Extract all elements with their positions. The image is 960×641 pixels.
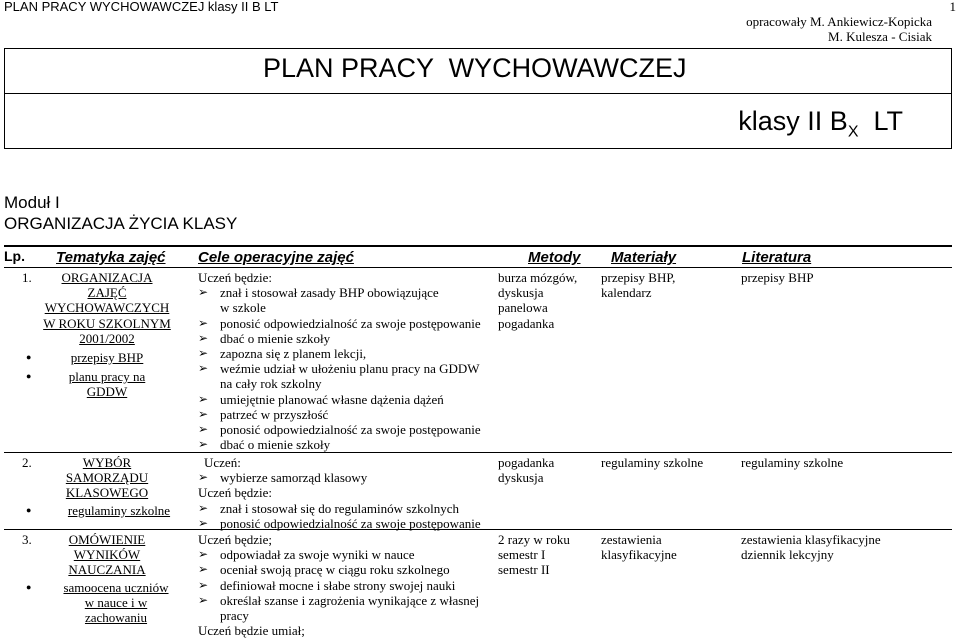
topic-bullet xyxy=(22,580,192,626)
header-methods: Metody xyxy=(528,249,581,266)
topic-line: ZAJĘĆ xyxy=(87,285,127,301)
row-1-literature xyxy=(741,270,956,285)
authors-line2: M. Kulesza - Cisiak xyxy=(828,29,932,44)
document-title: PLAN PRACY WYCHOWAWCZEJ xyxy=(263,53,687,83)
materials-line: klasyfikacyjne xyxy=(601,547,677,563)
row-1-goals xyxy=(198,270,490,452)
literature-line: dziennik lekcyjny xyxy=(741,547,834,563)
methods-line: pogadanka xyxy=(498,315,555,331)
methods-line: dyskusja xyxy=(498,470,544,486)
authors xyxy=(746,14,932,44)
row-1-materials xyxy=(601,270,733,300)
authors-line1: opracowały M. Ankiewicz-Kopicka xyxy=(746,14,932,29)
row-2-bottom-rule xyxy=(4,529,952,530)
topic-bullet xyxy=(22,350,192,365)
class-title-box xyxy=(4,93,952,149)
bullet-text: regulaminy szkolne xyxy=(67,502,171,518)
literature-line: przepisy BHP xyxy=(741,270,814,285)
methods-line: semestr I xyxy=(498,547,546,563)
goal-item: ➢ znał i stosował się do regulaminów szkolnych xyxy=(198,501,490,516)
goal-item: ➢ ponosić odpowiedzialność za swoje postępowanie xyxy=(198,516,490,531)
row-3-topic xyxy=(22,532,192,625)
row-1-bottom-rule xyxy=(4,452,952,453)
goal-item: ➢ dbać o mienie szkoły xyxy=(198,331,490,346)
topic-line: W ROKU SZKOLNYM xyxy=(43,315,171,331)
methods-line: burza mózgów, xyxy=(498,270,578,285)
goal-item: ➢ ponosić odpowiedzialność za swoje postępowanie xyxy=(198,316,490,331)
goal-item: ➢ ponosić odpowiedzialność za swoje postępowanie xyxy=(198,422,490,437)
topic-line: WYNIKÓW xyxy=(73,547,141,563)
module-line1: Moduł I xyxy=(4,193,60,212)
table-top-rule xyxy=(4,245,952,247)
methods-line: pogadanka xyxy=(498,455,555,470)
header-bottom-rule xyxy=(4,267,952,268)
row-1-topic xyxy=(22,270,192,400)
row-3-literature xyxy=(741,532,956,562)
header-materials: Materiały xyxy=(611,249,677,266)
goal-item: ➢ umiejętnie planować własne dążenia dążeń xyxy=(198,392,490,407)
goal-item: ➢ oceniał swoją pracę w ciągu roku szkolnego xyxy=(198,562,490,577)
methods-line: panelowa xyxy=(498,300,548,316)
row-3-goals xyxy=(198,532,490,638)
row-1-number: 1. xyxy=(22,270,32,285)
class-title-prefix: klasy II B xyxy=(738,106,848,136)
materials-line: przepisy BHP, xyxy=(601,270,676,285)
methods-line: 2 razy w roku xyxy=(498,532,570,547)
row-2-topic xyxy=(22,455,192,518)
bullet-text: przepisy BHP xyxy=(70,350,144,366)
header-goals: Cele operacyjne zajęć xyxy=(198,249,354,266)
topic-line: ORGANIZACJA xyxy=(61,270,153,285)
goals-outro: Uczeń będzie umiał; xyxy=(198,623,305,639)
running-title: PLAN PRACY WYCHOWAWCZEJ klasy II B LT xyxy=(4,0,279,14)
header-literature: Literatura xyxy=(742,249,812,266)
materials-line: regulaminy szkolne xyxy=(601,455,704,470)
row-2-number: 2. xyxy=(22,455,32,470)
goals-intro: Uczeń będzie; xyxy=(198,532,272,547)
literature-line: zestawienia klasyfikacyjne xyxy=(741,532,881,547)
row-1-methods xyxy=(498,270,593,331)
row-3-methods xyxy=(498,532,593,578)
row-2-goals xyxy=(198,455,490,531)
goal-item: ➢ dbać o mienie szkoły xyxy=(198,437,490,452)
class-title-suffix: LT xyxy=(858,106,903,136)
module-heading xyxy=(4,192,237,234)
goal-item: ➢ znał i stosował zasady BHP obowiązujące w szkole xyxy=(198,285,490,315)
goal-item: ➢ weźmie udział w ułożeniu planu pracy na GDDW na cały rok szkolny xyxy=(198,361,490,391)
goal-item: ➢ zapozna się z planem lekcji, xyxy=(198,346,490,361)
goal-item: ➢ definiował mocne i słabe strony swojej nauki xyxy=(198,578,490,593)
topic-bullet xyxy=(22,369,192,399)
bullet-text: planu pracy na GDDW xyxy=(68,369,146,400)
goal-item: ➢ odpowiadał za swoje wyniki w nauce xyxy=(198,547,490,562)
goal-item: ➢ określał szanse i zagrożenia wynikające z własnej pracy xyxy=(198,593,490,623)
row-2-literature xyxy=(741,455,956,470)
row-3-number: 3. xyxy=(22,532,32,547)
title-box xyxy=(4,48,952,94)
goals-intro: Uczeń będzie: xyxy=(198,270,272,285)
methods-line: dyskusja xyxy=(498,285,544,301)
topic-line: SAMORZĄDU xyxy=(65,470,149,486)
page-number: 1 xyxy=(949,0,956,14)
class-title xyxy=(738,106,903,141)
goals-intro-2: Uczeń będzie: xyxy=(198,485,272,501)
row-3-materials xyxy=(601,532,733,562)
topic-line: WYCHOWAWCZYCH xyxy=(44,300,170,316)
literature-line: regulaminy szkolne xyxy=(741,455,844,470)
topic-line: OMÓWIENIE xyxy=(68,532,146,547)
topic-line: 2001/2002 xyxy=(79,330,135,346)
goals-intro: Uczeń: xyxy=(204,455,241,470)
methods-line: semestr II xyxy=(498,562,550,578)
header-lp: Lp. xyxy=(4,248,25,264)
materials-line: kalendarz xyxy=(601,285,652,301)
module-line2: ORGANIZACJA ŻYCIA KLASY xyxy=(4,214,238,233)
header-topic: Tematyka zajęć xyxy=(56,249,166,266)
row-2-methods xyxy=(498,455,593,485)
goal-item: ➢ patrzeć w przyszłość xyxy=(198,407,490,422)
topic-line: WYBÓR xyxy=(82,455,132,470)
materials-line: zestawienia xyxy=(601,532,662,547)
bullet-text: samoocena uczniów w nauce i w zachowaniu xyxy=(63,579,169,626)
topic-bullet xyxy=(22,503,192,518)
row-2-materials xyxy=(601,455,733,470)
topic-line: KLASOWEGO xyxy=(65,485,149,501)
topic-line: NAUCZANIA xyxy=(68,562,146,578)
class-title-subscript: X xyxy=(847,123,859,141)
goal-item: ➢ wybierze samorząd klasowy xyxy=(198,470,490,485)
